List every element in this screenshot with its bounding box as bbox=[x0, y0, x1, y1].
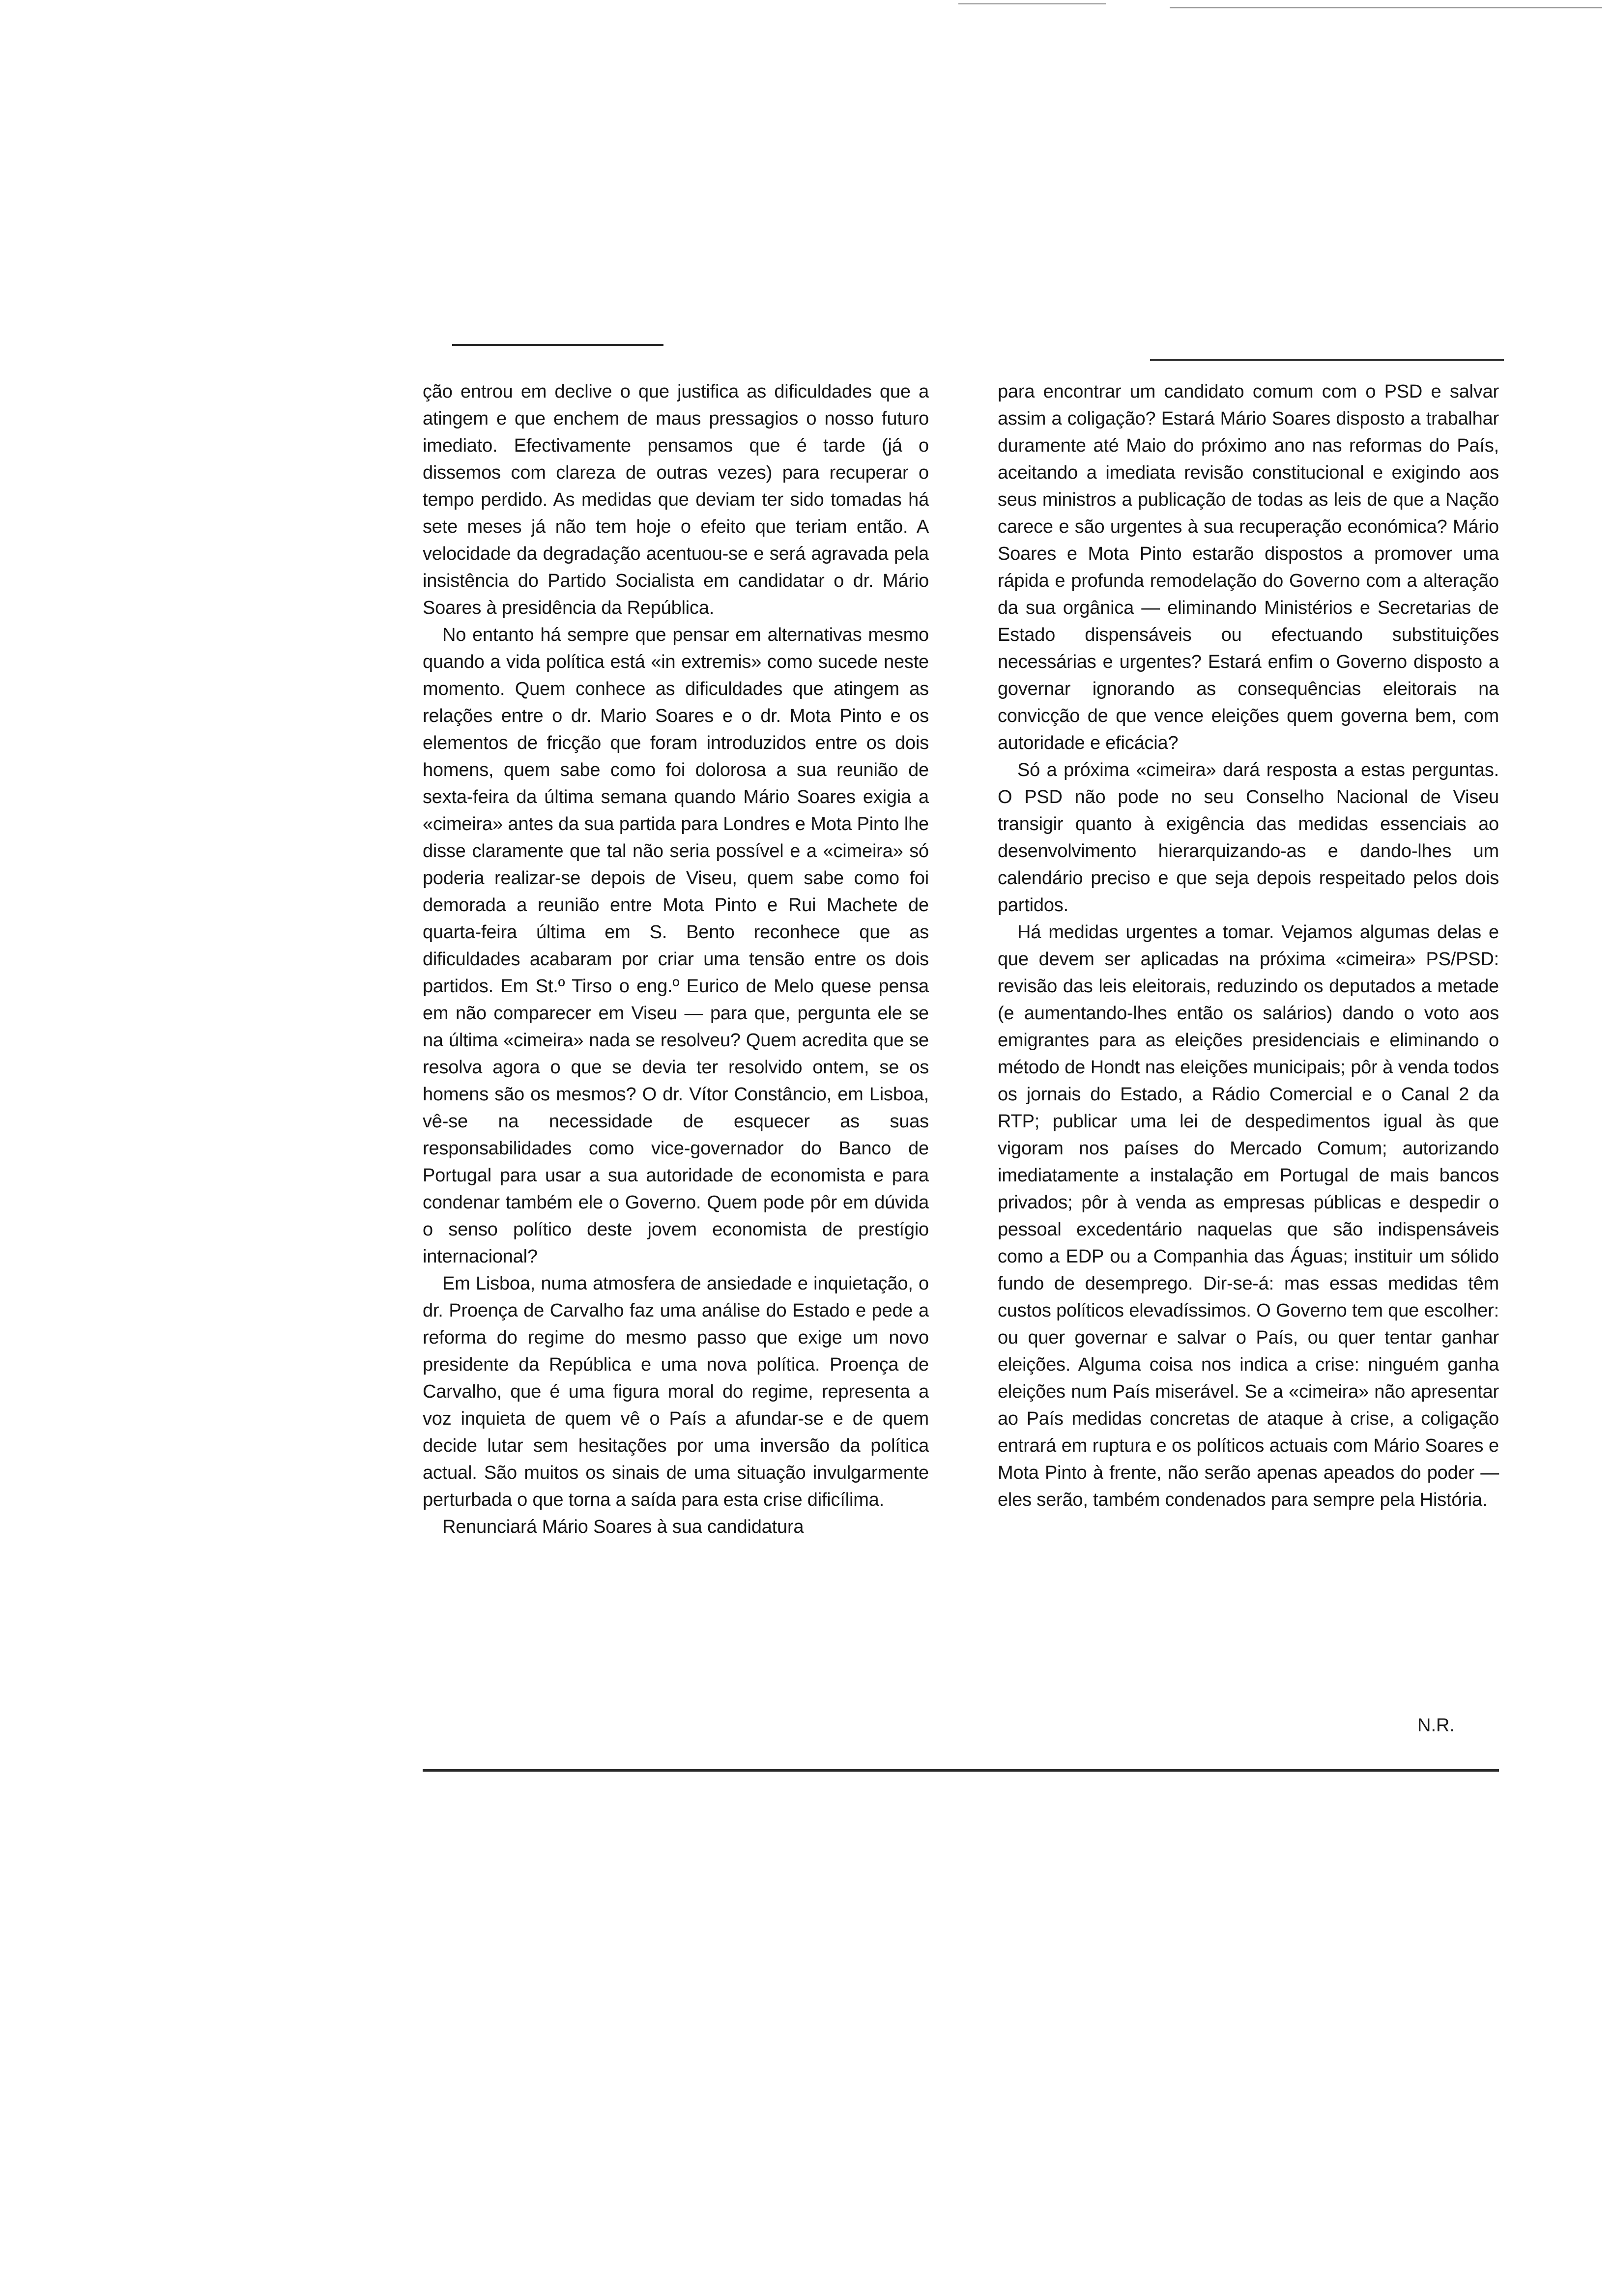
top-edge-artifact-2 bbox=[1170, 7, 1602, 8]
right-paragraph-2: Só a próxima «cimeira» dará resposta a estas perguntas. O PSD não pode no seu Conselho Nacional de Viseu transigir quanto à exigência das medidas essenciais ao desenvolvimento hierarquizando-as e dando-lhes um calendário preciso e que seja depois respeitado pelos dois partidos. bbox=[998, 760, 1499, 916]
top-rule-left bbox=[452, 344, 663, 346]
right-paragraph-3: Há medidas urgentes a tomar. Vejamos algumas delas e que devem ser aplicadas na próxima «cimeira» PS/PSD: revisão das leis eleitorais, reduzindo os deputados a metade (e aumentando-lhes então os salários) dando o voto aos emigrantes para as eleições presidenciais e eliminando o método de Hondt nas eleições municipais; pôr à venda todos os jornais do Estado, a Rádio Comercial e o Canal 2 da RTP; publicar uma lei de despedimentos igual às que vigoram nos países do Mercado Comum; autorizando imediatamente a instalação em Portugal de mais bancos privados; pôr à venda as empresas públicas e despedir o pessoal excedentário naquelas que são indispensáveis como a EDP ou a Companhia das Águas; instituir um sólido fundo de desemprego. Dir-se-á: mas essas medidas têm custos políticos elevadíssimos. O Governo tem que escolher: ou quer governar e salvar o País, ou quer tentar ganhar eleições. Alguma coisa nos indica a crise: ninguém ganha eleições num País miserável. Se a «cimeira» não apresentar ao País medidas concretas de ataque à crise, a coligação entrará em ruptura e os políticos actuais com Mário Soares e Mota Pinto à frente, não serão apenas apeados do poder — eles serão, também condenados para sempre pela História. bbox=[998, 922, 1499, 1510]
top-edge-artifact bbox=[958, 3, 1106, 4]
left-paragraph-1: ção entrou em declive o que justifica as dificuldades que a atingem e que enchem de maus pressagios o nosso futuro imediato. Efectivamente pensamos que é tarde (já o dissemos com clareza de outras vezes) para recuperar o tempo perdido. As medidas que deviam ter sido tomadas há sete meses já não tem hoje o efeito que teriam então. A velocidade da degradação acentuou-se e será agravada pela insistência do Partido Socialista em candidatar o dr. Mário Soares à presidência da República. bbox=[423, 381, 929, 618]
top-rule-right bbox=[1150, 359, 1504, 361]
left-paragraph-3: Em Lisboa, numa atmosfera de ansiedade e inquietação, o dr. Proença de Carvalho faz uma análise do Estado e pede a reforma do regime do mesmo passo que exige um novo presidente da República e uma nova política. Proença de Carvalho, que é uma figura moral do regime, representa a voz inquieta de quem vê o País a afundar-se e de quem decide lutar sem hesitações por uma inversão da política actual. São muitos os sinais de uma situação invulgarmente perturbada o que torna a saída para esta crise dificílima. bbox=[423, 1273, 929, 1510]
article-left-column bbox=[423, 378, 929, 1541]
left-paragraph-4: Renunciará Mário Soares à sua candidatura bbox=[442, 1517, 804, 1537]
newspaper-clipping bbox=[423, 344, 1504, 1779]
right-paragraph-1: para encontrar um candidato comum com o PSD e salvar assim a coligação? Estará Mário Soares disposto a trabalhar duramente até Maio do próximo ano nas reformas do País, aceitando a imediata revisão constitucional e exigindo aos seus ministros a publicação de todas as leis de que a Nação carece e são urgentes à sua recuperação económica? Mário Soares e Mota Pinto estarão dispostos a promover uma rápida e profunda remodelação do Governo com a alteração da sua orgânica — eliminando Ministérios e Secretarias de Estado dispensáveis ou efectuando substituições necessárias e urgentes? Estará enfim o Governo disposto a governar ignorando as consequências eleitorais na convicção de que vence eleições quem governa bem, com autoridade e eficácia? bbox=[998, 381, 1499, 753]
left-paragraph-2: No entanto há sempre que pensar em alternativas mesmo quando a vida política está «in extremis» como sucede neste momento. Quem conhece as dificuldades que atingem as relações entre o dr. Mario Soares e o dr. Mota Pinto e os elementos de fricção que foram introduzidos entre os dois homens, quem sabe como foi dolorosa a sua reunião de sexta-feira da última semana quando Mário Soares exigia a «cimeira» antes da sua partida para Londres e Mota Pinto lhe disse claramente que tal não seria possível e a «cimeira» só poderia realizar-se depois de Viseu, quem sabe como foi demorada a reunião entre Mota Pinto e Rui Machete de quarta-feira última em S. Bento reconhece que as dificuldades acabaram por criar uma tensão entre os dois partidos. Em St.º Tirso o eng.º Eurico de Melo quese pensa em não comparecer em Viseu — para que, pergunta ele se na última «cimeira» nada se resolveu? Quem acredita que se resolva agora o que se devia ter resolvido ontem, se os homens são os mesmos? O dr. Vítor Constâncio, em Lisboa, vê-se na necessidade de esquecer as suas responsabilidades como vice-governador do Banco de Portugal para usar a sua autoridade de economista e para condenar também ele o Governo. Quem pode pôr em dúvida o senso político deste jovem economista de prestígio internacional? bbox=[423, 625, 929, 1267]
author-signature: N.R. bbox=[1417, 1715, 1455, 1736]
article-right-column bbox=[998, 378, 1499, 1514]
bottom-rule bbox=[423, 1769, 1499, 1772]
